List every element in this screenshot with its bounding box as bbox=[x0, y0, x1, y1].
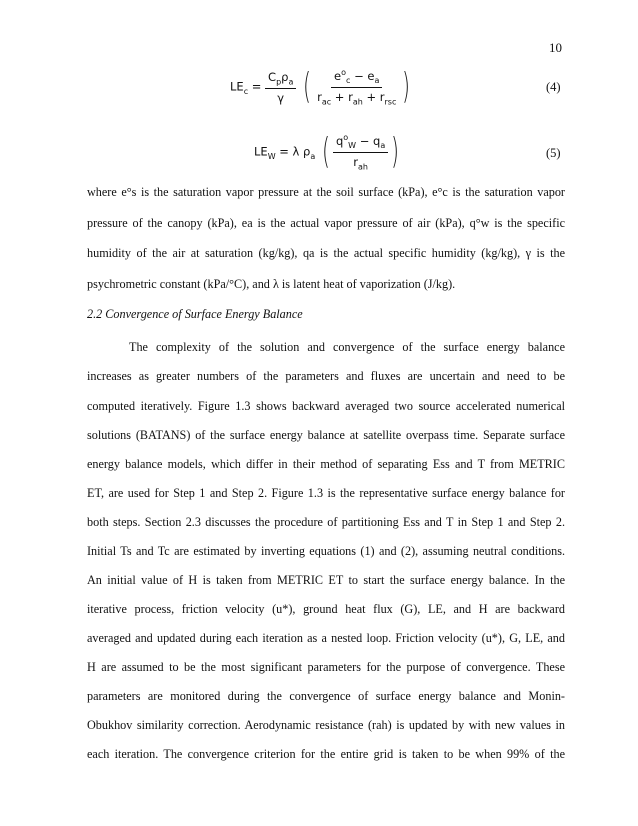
body-line: An initial value of H is taken from METRIC ET to start the surface energy balance. In the bbox=[87, 573, 565, 587]
body-line: computed iteratively. Figure 1.3 shows backward averaged two source accelerated numerical bbox=[87, 399, 565, 413]
definitions-line: where e°s is the saturation vapor pressure at the soil surface (kPa), e°c is the saturation vapor bbox=[87, 185, 565, 199]
equation-4-number: (4) bbox=[546, 80, 561, 94]
body-line: parameters are monitored during the convergence of surface energy balance and Monin- bbox=[87, 689, 565, 703]
body-line: averaged and updated during each iteration as a nested loop. Friction velocity (u*), G, LE, and bbox=[87, 631, 565, 645]
body-line: energy balance models, which differ in their method of separating Ess and T from METRIC bbox=[87, 457, 565, 471]
definitions-line: humidity of the air at saturation (kg/kg), qa is the actual specific humidity (kg/kg), γ is the bbox=[87, 246, 565, 260]
body-line: Obukhov similarity correction. Aerodynamic resistance (rah) is updated by with new values in bbox=[87, 718, 565, 732]
equation-5: $LE_W = \lambda$ $\rho_a$ ( $\frac{q^o_W - q_a}{r_{ah}}$ ) bbox=[254, 131, 400, 173]
body-line: The complexity of the solution and convergence of the surface energy balance bbox=[129, 340, 565, 354]
body-line: each iteration. The convergence criterion for the entire grid is taken to be when 99% of the bbox=[87, 747, 565, 761]
definitions-line: pressure of the canopy (kPa), ea is the actual vapor pressure of air (kPa), q°w is the specific bbox=[87, 216, 565, 230]
body-line: iterative process, friction velocity (u*), ground heat flux (G), LE, and H are backward bbox=[87, 602, 565, 616]
equation-5-number: (5) bbox=[546, 146, 561, 160]
body-line: both steps. Section 2.3 discusses the procedure of partitioning Ess and T in Step 1 and Step 2. bbox=[87, 515, 565, 529]
definitions-line: psychrometric constant (kPa/°C), and λ is latent heat of vaporization (J/kg). bbox=[87, 277, 456, 291]
body-line: Initial Ts and Tc are estimated by inverting equations (1) and (2), assuming neutral conditions. bbox=[87, 544, 565, 558]
equation-4: $LE_c$ = $\frac{C_p\rho_a}{\gamma}$ ( $\frac{e^o_c - e_a}{r_{ac} + r_{ah} + r_{rsc}}$ ) bbox=[230, 66, 411, 108]
body-line: H are assumed to be the most significant parameters for the purpose of convergence. These bbox=[87, 660, 565, 674]
section-heading: 2.2 Convergence of Surface Energy Balance bbox=[87, 307, 303, 321]
page-number: 10 bbox=[549, 40, 562, 55]
body-line: ET, are used for Step 1 and Step 2. Figure 1.3 is the representative surface energy balance for bbox=[87, 486, 565, 500]
body-line: increases as greater numbers of the parameters and fluxes are uncertain and need to be bbox=[87, 369, 565, 383]
body-line: solutions (BATANS) of the surface energy balance at satellite overpass time. Separate surface bbox=[87, 428, 565, 442]
